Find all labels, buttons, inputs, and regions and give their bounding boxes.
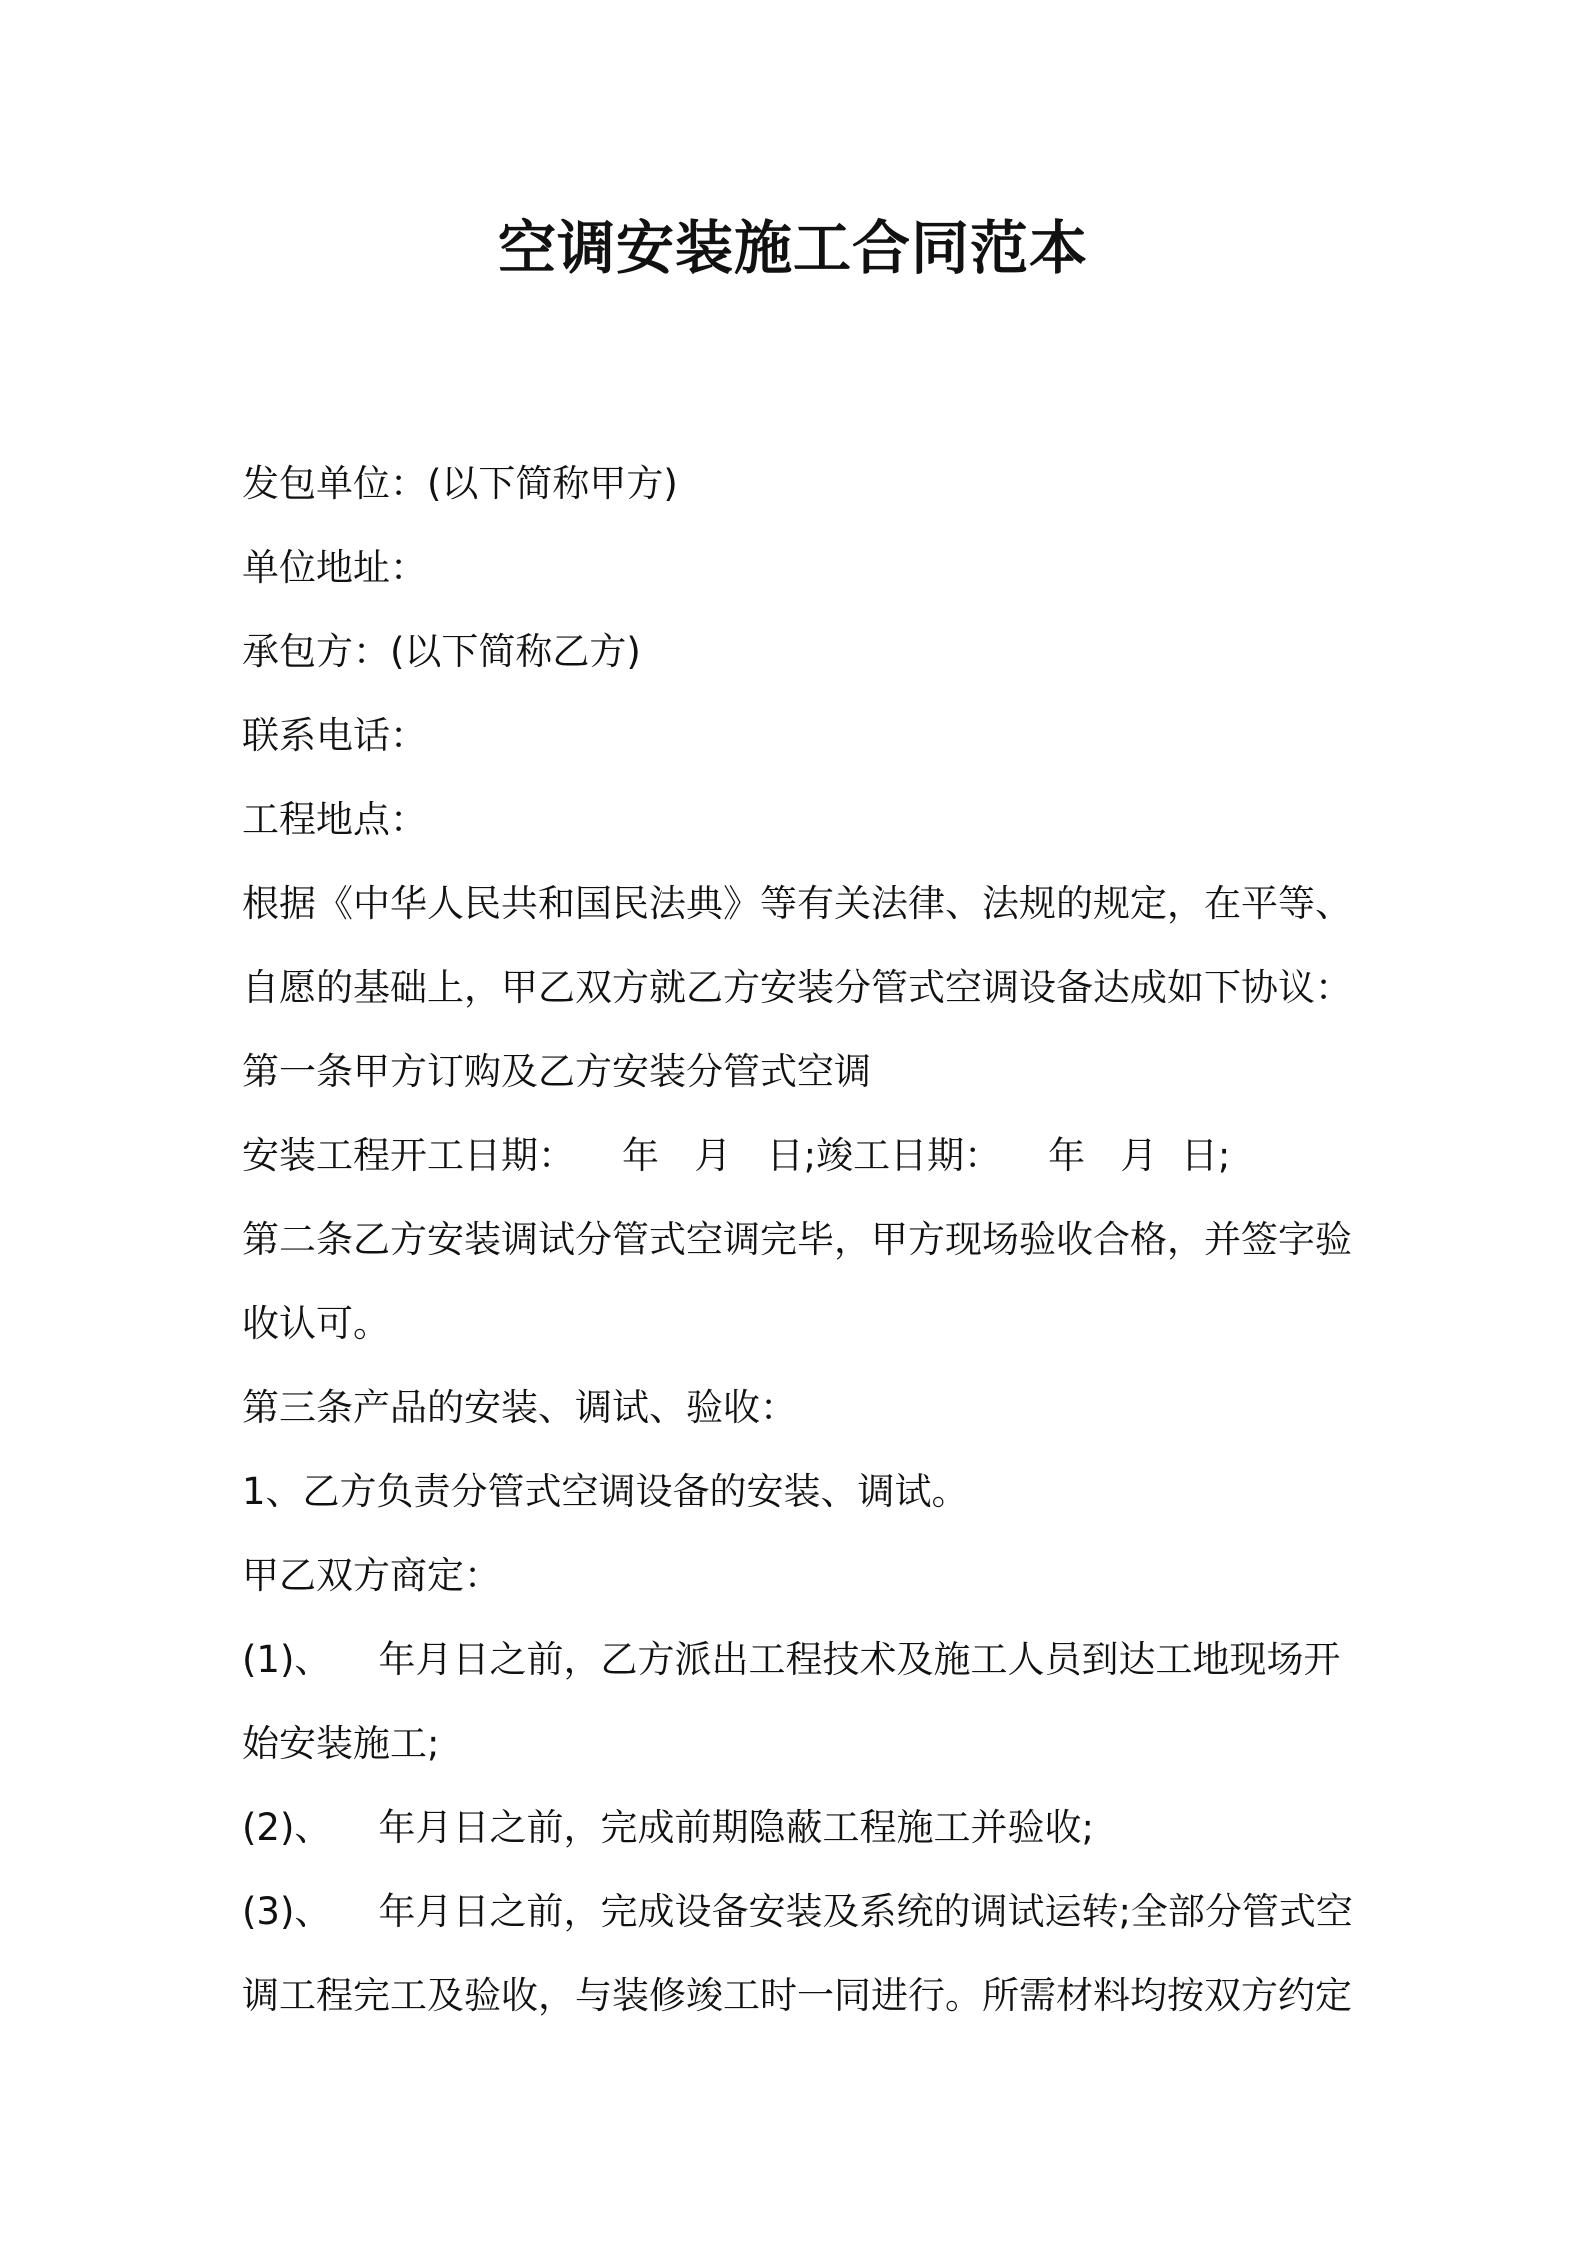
line-item-2: (2)、 年月日之前，完成前期隐蔽工程施工并验收;	[242, 1806, 1094, 1849]
line-work-dates: 安装工程开工日期： 年 月 日;竣工日期： 年 月 日;	[242, 1134, 1231, 1177]
line-unit-address: 单位地址：	[242, 546, 427, 589]
line-item-1-part-2: 始安装施工;	[242, 1722, 440, 1765]
contract-body	[242, 442, 1362, 2038]
line-contact-phone: 联系电话：	[242, 714, 427, 757]
line-item-1-part-1: (1)、 年月日之前，乙方派出工程技术及施工人员到达工地现场开	[242, 1638, 1341, 1681]
line-article-2-part-1: 第二条乙方安装调试分管式空调完毕，甲方现场验收合格，并签字验	[242, 1218, 1352, 1261]
line-item-3-part-1: (3)、 年月日之前，完成设备安装及系统的调试运转;全部分管式空	[242, 1890, 1353, 1933]
line-contracting-party: 发包单位：(以下简称甲方)	[242, 462, 678, 505]
line-article-1: 第一条甲方订购及乙方安装分管式空调	[242, 1050, 871, 1093]
line-contractor: 承包方：(以下简称乙方)	[242, 630, 641, 673]
line-preamble-2: 自愿的基础上，甲乙双方就乙方安装分管式空调设备达成如下协议：	[242, 966, 1352, 1009]
line-preamble-1: 根据《中华人民共和国民法典》等有关法律、法规的规定，在平等、	[242, 882, 1352, 925]
line-agreement-intro: 甲乙双方商定：	[242, 1554, 501, 1597]
document-title: 空调安装施工合同范本	[497, 214, 1088, 282]
line-item-3-part-2: 调工程完工及验收，与装修竣工时一同进行。所需材料均按双方约定	[242, 1974, 1352, 2017]
line-article-2-part-2: 收认可。	[242, 1302, 390, 1345]
line-article-3: 第三条产品的安装、调试、验收：	[242, 1386, 797, 1429]
line-clause-1: 1、乙方负责分管式空调设备的安装、调试。	[242, 1470, 969, 1513]
line-project-location: 工程地点：	[242, 798, 427, 841]
